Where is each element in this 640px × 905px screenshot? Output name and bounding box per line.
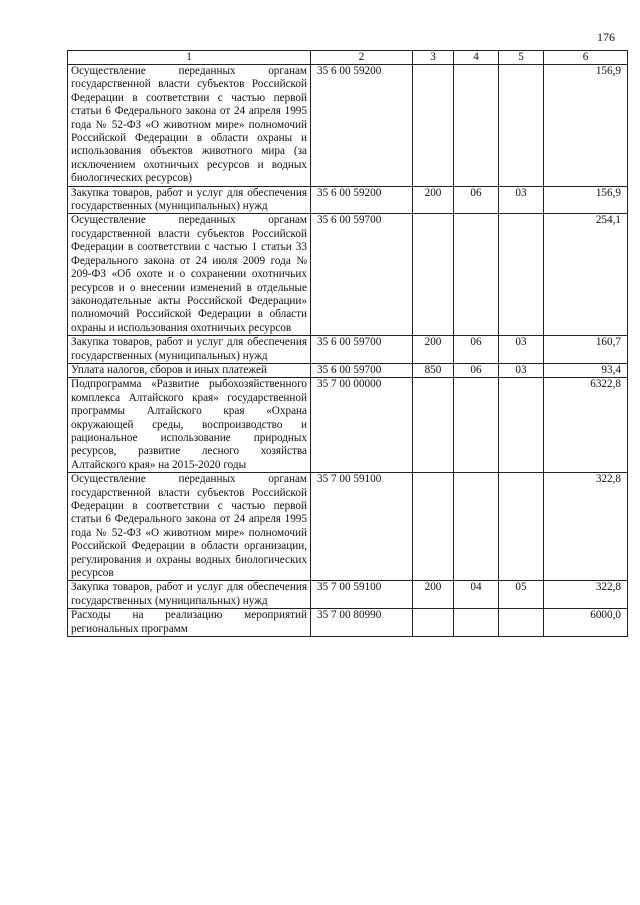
- row-vr: 200: [413, 336, 454, 364]
- row-sum: 156,9: [544, 186, 628, 214]
- row-name: Уплата налогов, сборов и иных платежей: [68, 363, 311, 377]
- row-pr: 03: [499, 336, 544, 364]
- table-row: [68, 336, 628, 364]
- row-sum: 160,7: [544, 336, 628, 364]
- header-cell: 4: [454, 51, 499, 65]
- budget-table: [67, 50, 628, 637]
- row-rz: 04: [454, 581, 499, 609]
- row-name: Подпрограмма «Развитие рыбохозяйственного комплекса Алтайского края» государственной программы Алтайского края «Охрана окружающей среды, воспроизводство и рациональное использование природных ресурсов, развитие лесного хозяйства Алтайского края» на 2015-2020 годы: [68, 378, 311, 473]
- header-cell: 3: [413, 51, 454, 65]
- row-code: 35 6 00 59700: [311, 363, 413, 377]
- table-row: [68, 473, 628, 581]
- row-vr: 850: [413, 363, 454, 377]
- row-vr: [413, 65, 454, 187]
- header-row: [68, 51, 628, 65]
- row-sum: 254,1: [544, 214, 628, 336]
- row-sum: 93,4: [544, 363, 628, 377]
- row-name: Осуществление переданных органам государственной власти субъектов Российской Федерации в соответствии с частью первой статьи 6 Федерального закона от 24 апреля 1995 года № 52-ФЗ «О животном мире» полномочий Российской Федерации в области охраны и использования объектов животного мира (за исключением охотничьих ресурсов и водных биологических ресурсов): [68, 65, 311, 187]
- row-pr: [499, 378, 544, 473]
- table-row: [68, 186, 628, 214]
- row-rz: [454, 378, 499, 473]
- row-name: Расходы на реализацию мероприятий региональных программ: [68, 609, 311, 637]
- row-code: 35 7 00 80990: [311, 609, 413, 637]
- table-row: [68, 214, 628, 336]
- row-code: 35 6 00 59200: [311, 65, 413, 187]
- row-name: Осуществление переданных органам государственной власти субъектов Российской Федерации в соответствии с частью первой статьи 6 Федерального закона от 24 апреля 1995 года № 52-ФЗ «О животном мире» полномочий Российской Федерации в области организации, регулирования и охраны водных биологических ресурсов: [68, 473, 311, 581]
- row-name: Осуществление переданных органам государственной власти субъектов Российской Федерации в соответствии с частью 1 статьи 33 Федерального закона от 24 июля 2009 года № 209-ФЗ «Об охоте и о сохранении охотничьих ресурсов и о внесении изменений в отдельные законодательные акты Российской Федерации» полномочий Российской Федерации в области охраны и использования охотничьих ресурсов: [68, 214, 311, 336]
- row-vr: 200: [413, 186, 454, 214]
- table-row: [68, 378, 628, 473]
- row-rz: 06: [454, 186, 499, 214]
- row-code: 35 7 00 59100: [311, 581, 413, 609]
- row-pr: 03: [499, 186, 544, 214]
- row-rz: 06: [454, 336, 499, 364]
- row-code: 35 6 00 59700: [311, 214, 413, 336]
- page-number: 176: [597, 30, 615, 44]
- row-pr: [499, 214, 544, 336]
- row-code: 35 7 00 00000: [311, 378, 413, 473]
- row-name: Закупка товаров, работ и услуг для обеспечения государственных (муниципальных) нужд: [68, 581, 311, 609]
- row-rz: [454, 65, 499, 187]
- row-pr: 03: [499, 363, 544, 377]
- row-code: 35 6 00 59200: [311, 186, 413, 214]
- row-sum: 322,8: [544, 473, 628, 581]
- row-rz: 06: [454, 363, 499, 377]
- row-name: Закупка товаров, работ и услуг для обеспечения государственных (муниципальных) нужд: [68, 336, 311, 364]
- row-sum: 322,8: [544, 581, 628, 609]
- header-cell: 1: [68, 51, 311, 65]
- row-vr: [413, 378, 454, 473]
- row-pr: 05: [499, 581, 544, 609]
- header-cell: 6: [544, 51, 628, 65]
- table-row: [68, 363, 628, 377]
- row-name: Закупка товаров, работ и услуг для обеспечения государственных (муниципальных) нужд: [68, 186, 311, 214]
- row-rz: [454, 609, 499, 637]
- row-sum: 6322,8: [544, 378, 628, 473]
- row-sum: 156,9: [544, 65, 628, 187]
- table-row: [68, 65, 628, 187]
- row-rz: [454, 214, 499, 336]
- row-vr: [413, 214, 454, 336]
- row-code: 35 7 00 59100: [311, 473, 413, 581]
- table-row: [68, 609, 628, 637]
- header-cell: 2: [311, 51, 413, 65]
- row-pr: [499, 609, 544, 637]
- row-vr: [413, 609, 454, 637]
- row-vr: 200: [413, 581, 454, 609]
- row-pr: [499, 473, 544, 581]
- row-rz: [454, 473, 499, 581]
- table-row: [68, 581, 628, 609]
- row-pr: [499, 65, 544, 187]
- row-sum: 6000,0: [544, 609, 628, 637]
- row-code: 35 6 00 59700: [311, 336, 413, 364]
- row-vr: [413, 473, 454, 581]
- header-cell: 5: [499, 51, 544, 65]
